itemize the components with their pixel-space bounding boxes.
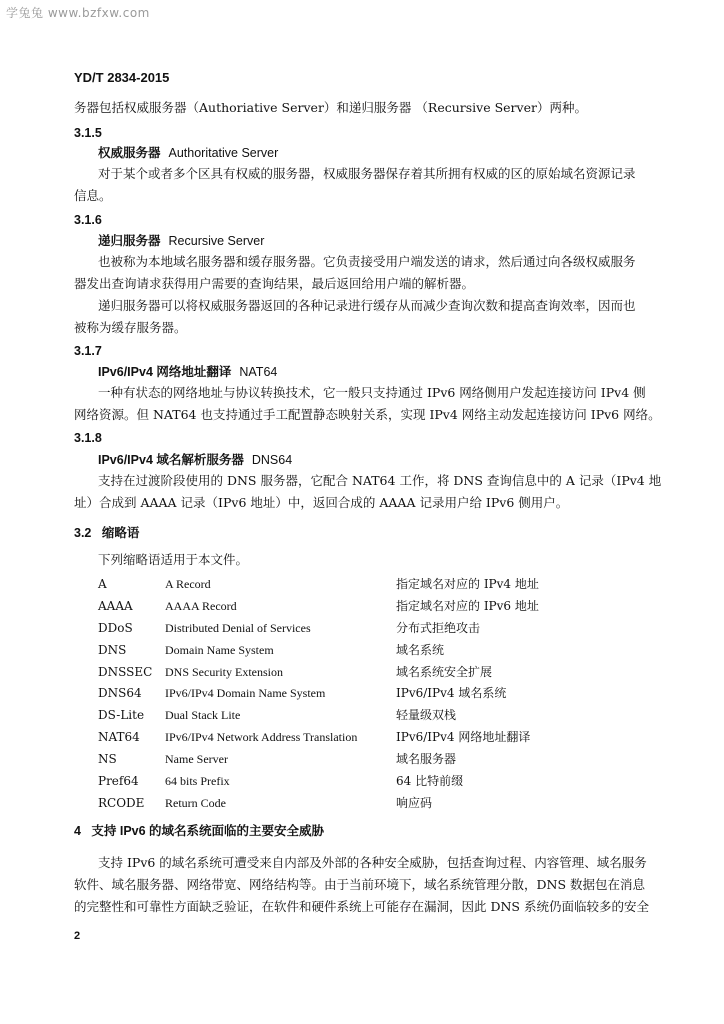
table-row xyxy=(98,771,658,793)
abbreviations-table xyxy=(98,574,658,815)
paragraph-line: 递归服务器可以将权威服务器返回的各种记录进行缓存从而减少查询次数和提高查询效率，因而也 xyxy=(98,298,636,313)
chinese-cell: 分布式拒绝攻击 xyxy=(396,620,481,635)
chinese-cell: 域名服务器 xyxy=(396,752,457,767)
section-number-3-1-5: 3.1.5 xyxy=(74,126,102,140)
term-en: NAT64 xyxy=(239,365,278,379)
section-number-3-1-6: 3.1.6 xyxy=(74,213,102,227)
table-row xyxy=(98,749,658,771)
section-number-3-1-8: 3.1.8 xyxy=(74,431,102,445)
intro-line: 务器包括权威服务器（Authoriative Server）和递归服务器 （Recursive Server）两种。 xyxy=(74,100,587,115)
abbr-cell: RCODE xyxy=(98,795,145,810)
english-cell: Return Code xyxy=(165,795,226,810)
abbr-cell: AAAA xyxy=(98,598,133,613)
section-heading-4 xyxy=(74,823,324,839)
table-row xyxy=(98,618,658,640)
term-nat64 xyxy=(98,364,277,380)
table-row xyxy=(98,574,658,596)
chinese-cell: 响应码 xyxy=(396,795,433,810)
term-authoritative-server xyxy=(98,145,278,161)
english-cell: 64 bits Prefix xyxy=(165,774,230,789)
english-cell: IPv6/IPv4 Domain Name System xyxy=(165,686,326,701)
english-cell: A Record xyxy=(165,577,211,591)
abbr-cell: DS-Lite xyxy=(98,708,145,723)
paragraph-line: 软件、域名服务器、网络带宽、网络结构等。由于当前环境下，域名系统管理分散，DNS 数据包在消息 xyxy=(74,877,645,892)
chinese-cell: 轻量级双栈 xyxy=(396,708,457,723)
chinese-cell: 指定域名对应的 IPv6 地址 xyxy=(396,598,539,613)
term-cn: IPv6/IPv4 域名解析服务器 xyxy=(98,453,244,467)
section-title: 支持 IPv6 的域名系统面临的主要安全威胁 xyxy=(91,824,325,838)
abbreviations-intro: 下列缩略语适用于本文件。 xyxy=(98,552,249,567)
english-cell: AAAA Record xyxy=(165,598,237,613)
abbr-cell: DNSSEC xyxy=(98,664,153,679)
term-en: Recursive Server xyxy=(168,234,265,248)
table-row xyxy=(98,705,658,727)
chinese-cell: 64 比特前缀 xyxy=(396,774,464,789)
paragraph-line: 的完整性和可靠性方面缺乏验证，在软件和硬件系统上可能存在漏洞，因此 DNS 系统仍面临较多的安全 xyxy=(74,899,649,914)
paragraph-line: 址）合成到 AAAA 记录（IPv6 地址）中，返回合成的 AAAA 记录用户给 IPv6 侧用户。 xyxy=(74,495,569,510)
abbr-cell: DNS64 xyxy=(98,686,142,701)
table-row xyxy=(98,727,658,749)
abbr-cell: NAT64 xyxy=(98,730,140,745)
term-recursive-server xyxy=(98,233,264,249)
paragraph-line: 被称为缓存服务器。 xyxy=(74,320,187,335)
english-cell: DNS Security Extension xyxy=(165,664,283,679)
english-cell: Domain Name System xyxy=(165,642,274,657)
english-cell: IPv6/IPv4 Network Address Translation xyxy=(165,730,358,745)
term-cn: 权威服务器 xyxy=(98,146,161,160)
chinese-cell: IPv6/IPv4 网络地址翻译 xyxy=(396,730,531,745)
english-cell: Name Server xyxy=(165,752,228,767)
paragraph-line: 信息。 xyxy=(74,188,112,203)
section-number: 4 xyxy=(74,824,81,838)
document-id: YD/T 2834-2015 xyxy=(74,70,170,85)
section-heading-3-2 xyxy=(74,525,139,541)
table-row xyxy=(98,793,658,815)
term-en: DNS64 xyxy=(251,453,293,467)
chinese-cell: 指定域名对应的 IPv4 地址 xyxy=(396,577,539,591)
table-row xyxy=(98,640,658,662)
abbr-cell: DDoS xyxy=(98,620,133,635)
abbr-cell: Pref64 xyxy=(98,774,139,789)
term-dns64 xyxy=(98,452,292,468)
term-cn: 递归服务器 xyxy=(98,234,161,248)
paragraph-line: 支持在过渡阶段使用的 DNS 服务器，它配合 NAT64 工作，将 DNS 查询信息中的 A 记录（IPv4 地 xyxy=(98,473,662,488)
paragraph-line: 一种有状态的网络地址与协议转换技术，它一般只支持通过 IPv6 网络侧用户发起连接访问 IPv4 侧 xyxy=(98,385,646,400)
table-row xyxy=(98,662,658,684)
english-cell: Dual Stack Lite xyxy=(165,708,241,723)
section-number-3-1-7: 3.1.7 xyxy=(74,344,102,358)
watermark: 学兔兔 www.bzfxw.com xyxy=(6,6,150,20)
section-title: 缩略语 xyxy=(101,526,140,540)
paragraph-line: 支持 IPv6 的域名系统可遭受来自内部及外部的各种安全威胁，包括查询过程、内容管理、域名服务 xyxy=(98,855,647,870)
paragraph-line: 网络资源。但 NAT64 也支持通过手工配置静态映射关系，实现 IPv4 网络主动发起连接访问 IPv6 网络。 xyxy=(74,407,661,422)
abbr-cell: A xyxy=(98,577,107,591)
chinese-cell: 域名系统 xyxy=(396,642,445,657)
page-number: 2 xyxy=(74,930,81,942)
section-number: 3.2 xyxy=(74,526,92,540)
chinese-cell: IPv6/IPv4 域名系统 xyxy=(396,686,507,701)
paragraph-line: 也被称为本地域名服务器和缓存服务器。它负责接受用户端发送的请求，然后通过向各级权威服务 xyxy=(98,254,636,269)
abbr-cell: NS xyxy=(98,752,117,767)
english-cell: Distributed Denial of Services xyxy=(165,620,311,635)
table-row xyxy=(98,683,658,705)
table-row xyxy=(98,596,658,618)
chinese-cell: 域名系统安全扩展 xyxy=(396,664,493,679)
term-cn: IPv6/IPv4 网络地址翻译 xyxy=(98,365,232,379)
paragraph-line: 对于某个或者多个区具有权威的服务器，权威服务器保存着其所拥有权威的区的原始域名资源记录 xyxy=(98,166,636,181)
term-en: Authoritative Server xyxy=(168,146,279,160)
paragraph-line: 器发出查询请求获得用户需要的查询结果，最后返回给用户端的解析器。 xyxy=(74,276,475,291)
abbr-cell: DNS xyxy=(98,642,127,657)
